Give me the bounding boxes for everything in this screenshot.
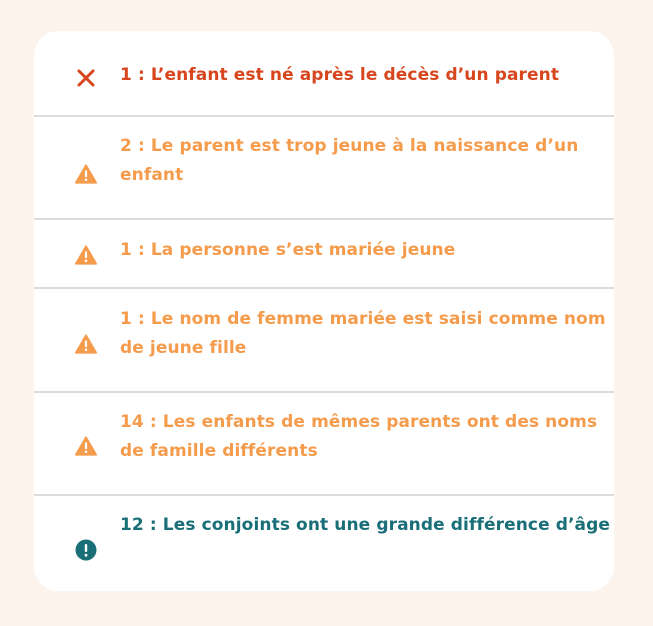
anomaly-item-text: 2 : Le parent est trop jeune à la naissance d’un enfant xyxy=(120,136,579,185)
divider xyxy=(34,115,614,117)
anomaly-item-text: 1 : La personne s’est mariée jeune xyxy=(120,240,456,260)
divider xyxy=(34,218,614,220)
warning-icon xyxy=(75,435,97,457)
info-exclamation-icon xyxy=(75,539,97,561)
warning-icon xyxy=(75,333,97,355)
anomaly-item-3[interactable] xyxy=(34,232,614,272)
anomaly-item-text: 14 : Les enfants de mêmes parents ont des noms de famille différents xyxy=(120,412,598,461)
warning-icon xyxy=(75,163,97,185)
anomaly-item-6[interactable] xyxy=(34,509,614,581)
anomaly-item-text: 1 : Le nom de femme mariée est saisi comme nom de jeune fille xyxy=(120,309,606,358)
divider xyxy=(34,287,614,289)
anomaly-item-2[interactable] xyxy=(34,130,614,202)
anomaly-item-text: 12 : Les conjoints ont une grande différence d’âge xyxy=(120,515,611,535)
close-icon xyxy=(75,67,97,89)
warning-icon xyxy=(75,244,97,266)
anomaly-item-text: 1 : L’enfant est né après le décès d’un parent xyxy=(120,65,560,85)
divider xyxy=(34,494,614,496)
anomaly-item-1[interactable] xyxy=(34,58,614,98)
divider xyxy=(34,391,614,393)
anomaly-item-4[interactable] xyxy=(34,303,614,375)
anomaly-item-5[interactable] xyxy=(34,406,614,478)
